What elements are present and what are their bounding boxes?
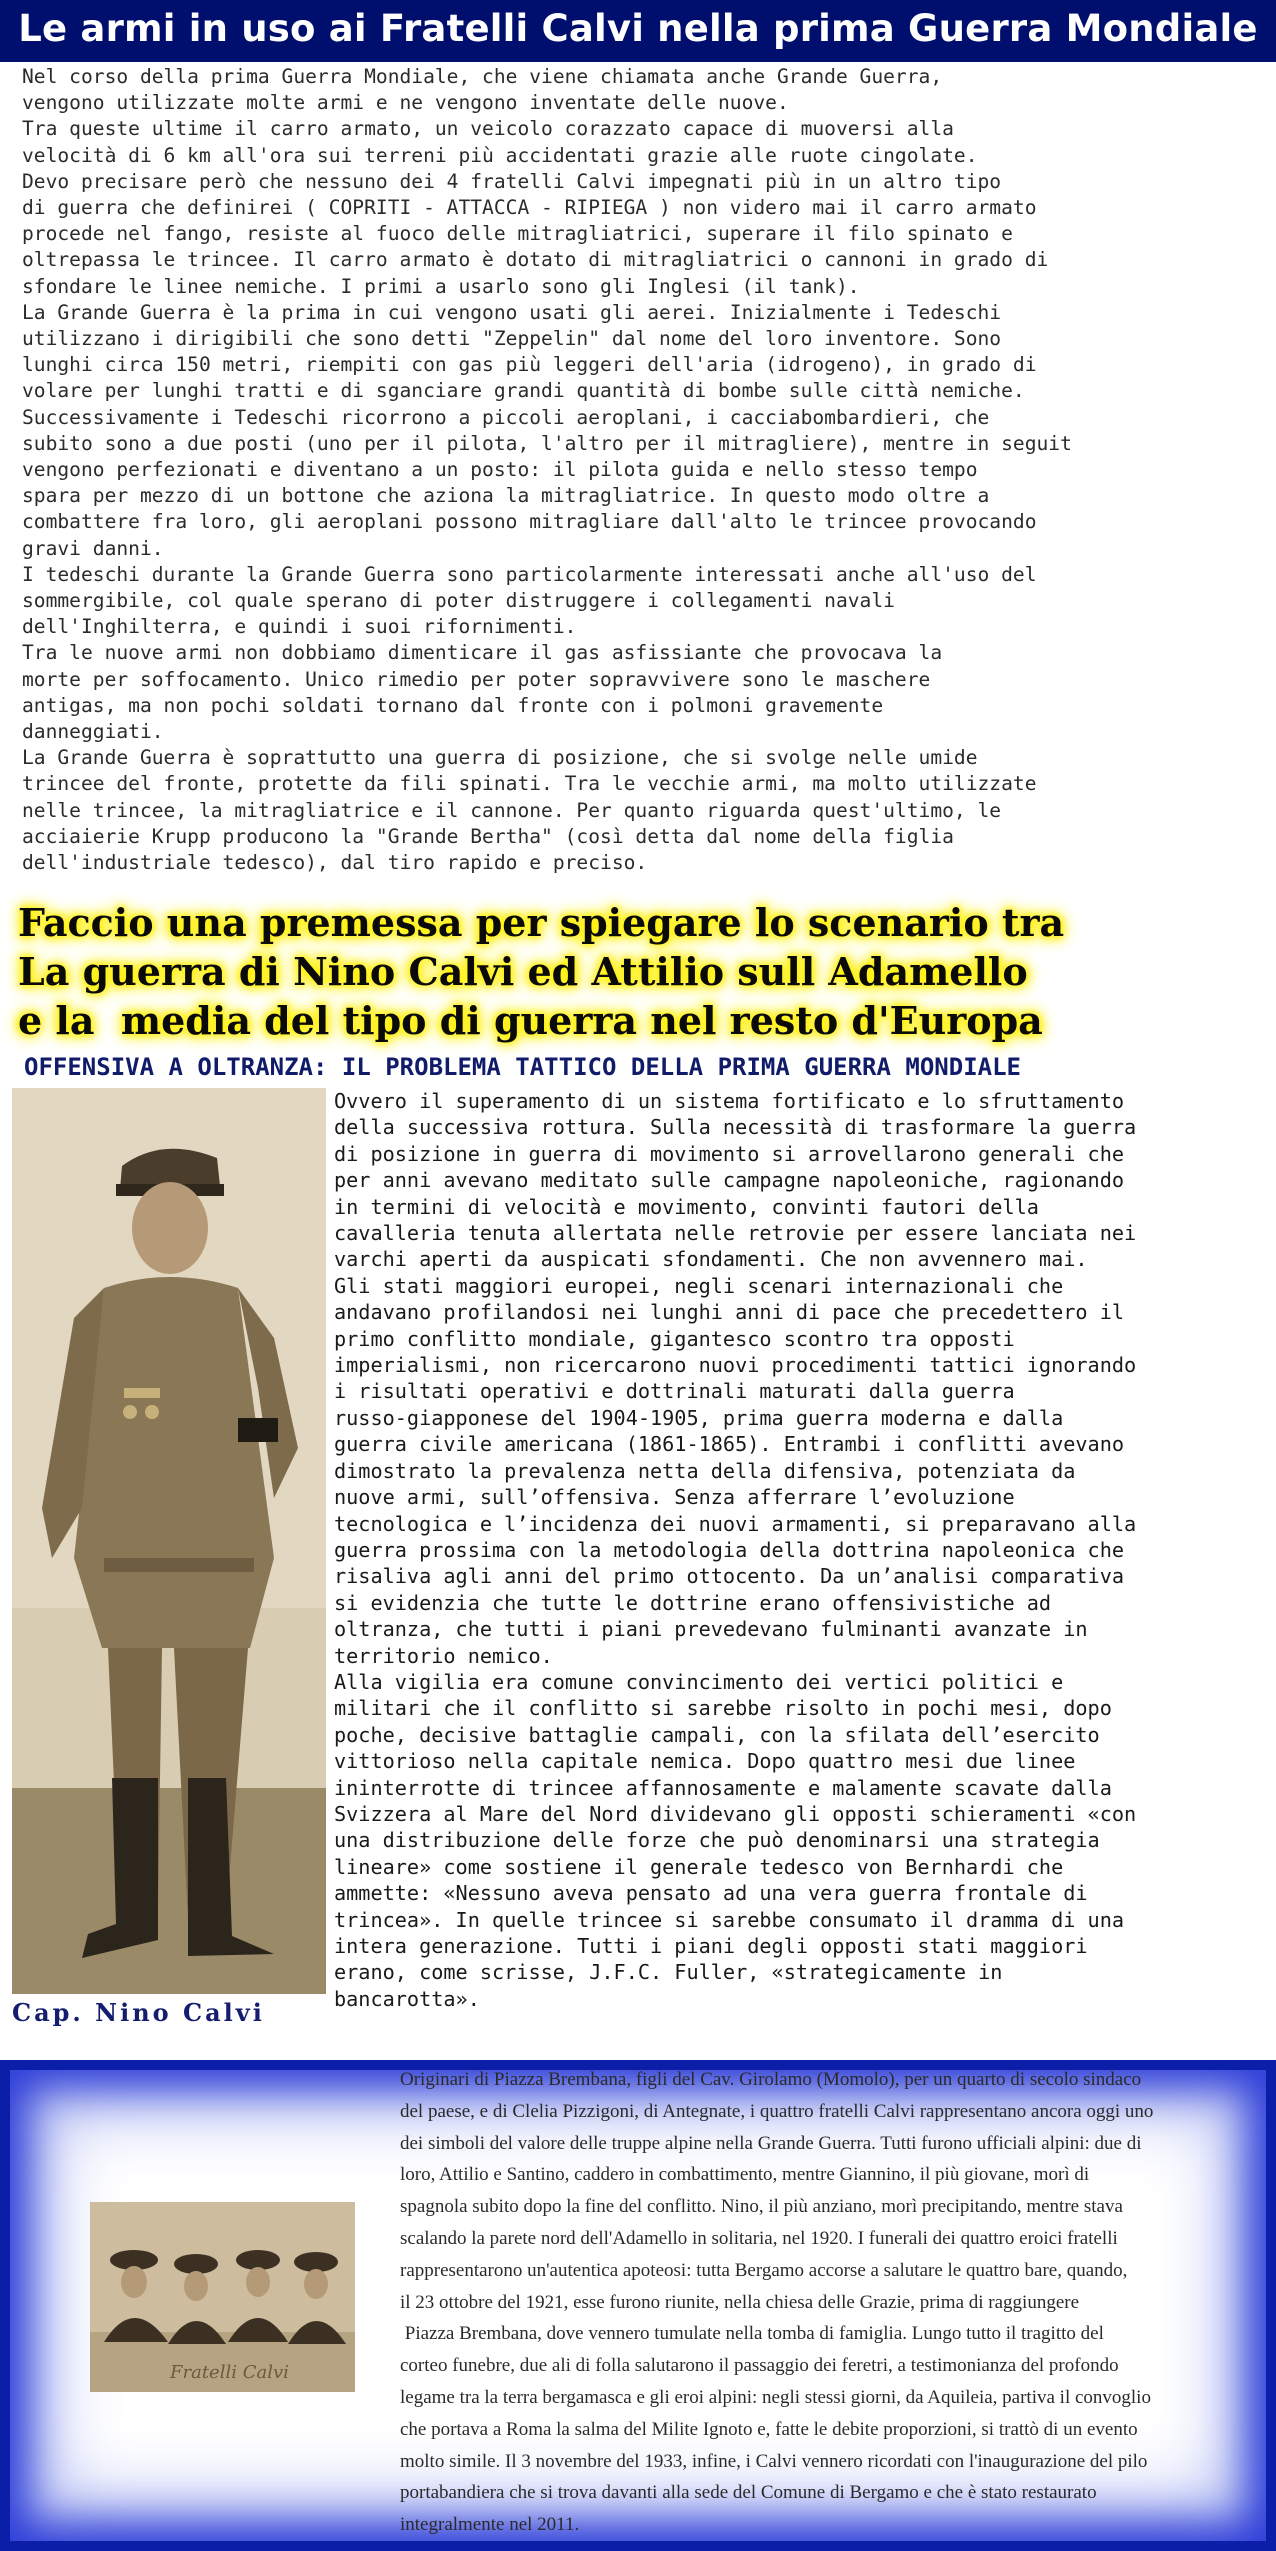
intro-line: vengono utilizzate molte armi e ne vengono inventate delle nuove. xyxy=(22,91,789,115)
intro-line: procede nel fango, resiste al fuoco delle mitragliatrici, superare il filo spinato e xyxy=(22,222,1013,246)
intro-line: acciaierie Krupp producono la "Grande Bertha" (così detta dal nome della figlia xyxy=(22,824,954,848)
article-line: della successiva rottura. Sulla necessità di trasformare la guerra xyxy=(334,1115,1137,1140)
panel-line: integralmente nel 2011. xyxy=(400,2514,580,2536)
intro-line: oltrepassa le trincee. Il carro armato è dotato di mitragliatrici o cannoni in grado di xyxy=(22,248,1049,272)
intro-line: Nel corso della prima Guerra Mondiale, che viene chiamata anche Grande Guerra, xyxy=(22,65,943,88)
panel-line: portabandiera che si trova davanti alla sede del Comune di Bergamo e che è stato restaurato xyxy=(400,2482,1097,2504)
intro-line: Devo precisare però che nessuno dei 4 fratelli Calvi impegnati più in un altro tipo xyxy=(22,169,1002,193)
article-line: di posizione in guerra di movimento si arrovellarono generali che xyxy=(334,1141,1125,1166)
panel-line: rappresentarono un'autentica apoteosi: tutta Bergamo accorse a salutare le quattro bare, quando, xyxy=(400,2259,1128,2281)
article-line: Alla vigilia era comune convincimento dei vertici politici e xyxy=(334,1669,1064,1694)
intro-line: Tra queste ultime il carro armato, un veicolo corazzato capace di muoversi alla xyxy=(22,117,954,141)
panel-line: che portava a Roma la salma del Milite Ignoto e, fatte le debite proporzioni, si trattò di un evento xyxy=(400,2418,1138,2440)
article-line: si evidenzia che tutte le dottrine erano offensivistiche ad xyxy=(334,1590,1052,1615)
intro-line: Tra le nuove armi non dobbiamo dimenticare il gas asfissiante che provocava la xyxy=(22,641,943,665)
panel-line: legame tra la terra bergamasca e gli eroi alpini: negli stessi giorni, da Aquileia, partiva il convoglio xyxy=(400,2386,1151,2408)
article-line: militari che il conflitto si sarebbe risolto in pochi mesi, dopo xyxy=(334,1696,1112,1721)
article-line: tecnologica e l’incidenza dei nuovi armamenti, si preparavano alla xyxy=(334,1511,1137,1536)
page-title: Le armi in uso ai Fratelli Calvi nella prima Guerra Mondiale xyxy=(18,7,1258,50)
intro-text xyxy=(22,64,1276,876)
article-line: Gli stati maggiori europei, negli scenari internazionali che xyxy=(334,1273,1064,1298)
group-photo-caption: Fratelli Calvi xyxy=(170,2362,289,2383)
panel-line: del paese, e di Clelia Pizzigoni, di Antegnate, i quattro fratelli Calvi rappresentano ancora oggi uno xyxy=(400,2100,1154,2122)
article-line: bancarotta». xyxy=(334,1986,480,2011)
intro-line: velocità di 6 km all'ora sui terreni più accidentati grazie alle ruote cingolate. xyxy=(22,143,978,167)
intro-line: trincee del fronte, protette da fili spinati. Tra le vecchie armi, ma molto utilizzate xyxy=(22,772,1037,796)
article-line: ammette: «Nessuno aveva pensato ad una vera guerra frontale di xyxy=(334,1881,1088,1906)
article-line: dimostrato la prevalenza netta della difensiva, potenziata da xyxy=(334,1458,1076,1483)
intro-line: utilizzano i dirigibili che sono detti "Zeppelin" dal nome del loro inventore. Sono xyxy=(22,327,1002,351)
article-line: i risultati operativi e dottrinali maturati dalla guerra xyxy=(334,1379,1015,1404)
section-subheading: OFFENSIVA A OLTRANZA: IL PROBLEMA TATTICO DELLA PRIMA GUERRA MONDIALE xyxy=(24,1053,1021,1081)
intro-line: di guerra che definirei ( COPRITI - ATTACCA - RIPIEGA ) non videro mai il carro armato xyxy=(22,196,1037,220)
article-line: oltranza, che tutti i piani prevedevano fulminanti avanzate in xyxy=(334,1617,1088,1642)
panel-line: Originari di Piazza Brembana, figli del Cav. Girolamo (Momolo), per un quarto di secolo sindaco xyxy=(400,2069,1142,2090)
premise-line: Faccio una premessa per spiegare lo scenario tra xyxy=(18,900,1065,945)
article-line: poche, decisive battaglie campali, con la sfilata dell’esercito xyxy=(334,1722,1100,1747)
group-portrait-image xyxy=(90,2202,355,2392)
panel-line: molto simile. Il 3 novembre del 1933, infine, i Calvi vennero ricordati con l'inaugurazione del pilo xyxy=(400,2450,1148,2472)
premise-heading xyxy=(18,898,1268,1045)
panel-line: dei simboli del valore delle truppe alpine nella Grande Guerra. Tutti furono ufficiali alpini: due di xyxy=(400,2132,1142,2154)
calvi-brothers-text xyxy=(400,2064,1230,2541)
article-line: risaliva agli anni del primo ottocento. Da un’analisi comparativa xyxy=(334,1564,1125,1589)
intro-line: spara per mezzo di un bottone che aziona la mitragliatrice. In questo modo oltre a xyxy=(22,484,990,508)
article-line: lineare» come sostiene il generale tedesco von Bernhardi che xyxy=(334,1854,1064,1879)
nino-calvi-portrait xyxy=(12,1088,326,1994)
intro-line: lunghi circa 150 metri, riempiti con gas più leggeri dell'aria (idrogeno), in grado di xyxy=(22,353,1037,377)
article-line: nuove armi, sull’offensiva. Senza afferrare l’evoluzione xyxy=(334,1485,1015,1510)
premise-line: La guerra di Nino Calvi ed Attilio sull Adamello xyxy=(18,949,1028,994)
intro-line: I tedeschi durante la Grande Guerra sono particolarmente interessati anche all'uso del xyxy=(22,562,1037,586)
intro-line: antigas, ma non pochi soldati tornano dal fronte con i polmoni gravemente xyxy=(22,693,884,717)
intro-line: La Grande Guerra è soprattutto una guerra di posizione, che si svolge nelle umide xyxy=(22,746,978,770)
calvi-brothers-photo xyxy=(90,2202,355,2392)
intro-line: volare per lunghi tratti e di sganciare grandi quantità di bombe sulle città nemiche. xyxy=(22,379,1025,403)
soldier-portrait-image xyxy=(12,1088,326,1994)
article-line: vittorioso nella capitale nemica. Dopo quattro mesi due linee xyxy=(334,1749,1076,1774)
panel-line: spagnola subito dopo la fine del conflitto. Nino, il più anziano, morì precipitando, mentre stava xyxy=(400,2196,1123,2218)
intro-line: sommergibile, col quale sperano di poter distruggere i collegamenti navali xyxy=(22,589,895,613)
panel-line: Piazza Brembana, dove vennero tumulate nella tomba di famiglia. Lungo tutto il tragitto del xyxy=(400,2323,1104,2345)
intro-line: La Grande Guerra è la prima in cui vengono usati gli aerei. Inizialmente i Tedeschi xyxy=(22,300,1002,324)
article-line: primo conflitto mondiale, gigantesco scontro tra opposti xyxy=(334,1326,1015,1351)
article-line: guerra prossima con la metodologia della dottrina napoleonica che xyxy=(334,1537,1125,1562)
article-line: in termini di velocità e movimento, convinti fautori della xyxy=(334,1194,1039,1219)
panel-line: scalando la parete nord dell'Adamello in solitaria, nel 1920. I funerali dei quattro eroici fratelli xyxy=(400,2227,1118,2249)
intro-line: danneggiati. xyxy=(22,720,164,744)
page-title-banner xyxy=(0,0,1276,62)
intro-line: combattere fra loro, gli aeroplani possono mitragliare dall'alto le trincee provocando xyxy=(22,510,1037,534)
premise-line: e la media del tipo di guerra nel resto d'Europa xyxy=(18,998,1043,1043)
intro-line: vengono perfezionati e diventano a un posto: il pilota guida e nello stesso tempo xyxy=(22,458,978,482)
intro-line: morte per soffocamento. Unico rimedio per poter sopravvivere sono le maschere xyxy=(22,667,931,691)
intro-line: subito sono a due posti (uno per il pilota, l'altro per il mitragliere), mentre in seguit xyxy=(22,431,1072,455)
panel-line: corteo funebre, due ali di folla salutarono il passaggio dei feretri, a testimonianza del profondo xyxy=(400,2355,1119,2377)
article-line: territorio nemico. xyxy=(334,1643,553,1668)
article-line: russo-giapponese del 1904-1905, prima guerra moderna e dalla xyxy=(334,1405,1064,1430)
article-line: Ovvero il superamento di un sistema fortificato e lo sfruttamento xyxy=(334,1089,1125,1113)
panel-line: il 23 ottobre del 1921, esse furono riunite, nella chiesa delle Grazie, prima di raggiungere xyxy=(400,2291,1080,2313)
article-line: trincea». In quelle trincee si sarebbe consumato il dramma di una xyxy=(334,1907,1125,1932)
portrait-caption: Cap. Nino Calvi xyxy=(12,1998,265,2027)
article-line: erano, come scrisse, J.F.C. Fuller, «strategicamente in xyxy=(334,1960,1003,1985)
article-line: una distribuzione delle forze che può denominarsi una strategia xyxy=(334,1828,1100,1853)
intro-line: dell'Inghilterra, e quindi i suoi rifornimenti. xyxy=(22,615,577,639)
article-line: cavalleria tenuta allertata nelle retrovie per essere lanciata nei xyxy=(334,1221,1137,1246)
offensive-article-text xyxy=(334,1088,1274,2012)
panel-line: loro, Attilio e Santino, caddero in combattimento, mentre Giannino, il più giovane, morì di xyxy=(400,2164,1090,2186)
article-line: intera generazione. Tutti i piani degli opposti stati maggiori xyxy=(334,1934,1088,1958)
intro-line: gravi danni. xyxy=(22,536,164,560)
article-line: ininterrotte di trincee affannosamente e malamente scavate dalla xyxy=(334,1775,1112,1800)
intro-line: Successivamente i Tedeschi ricorrono a piccoli aeroplani, i cacciabombardieri, che xyxy=(22,405,990,429)
intro-line: sfondare le linee nemiche. I primi a usarlo sono gli Inglesi (il tank). xyxy=(22,274,860,298)
article-line: andavano profilandosi nei lunghi anni di pace che precedettero il xyxy=(334,1300,1125,1325)
intro-line: dell'industriale tedesco), dal tiro rapido e preciso. xyxy=(22,851,648,875)
intro-line: nelle trincee, la mitragliatrice e il cannone. Per quanto riguarda quest'ultimo, le xyxy=(22,798,1002,822)
article-line: Svizzera al Mare del Nord dividevano gli opposti schieramenti «con xyxy=(334,1801,1137,1826)
article-line: imperialismi, non ricercarono nuovi procedimenti tattici ignorando xyxy=(334,1353,1137,1378)
article-line: per anni avevano meditato sulle campagne napoleoniche, ragionando xyxy=(334,1168,1125,1193)
article-line: varchi aperti da auspicati sfondamenti. Che non avvennero mai. xyxy=(334,1247,1088,1272)
article-line: guerra civile americana (1861-1865). Entrambi i conflitti avevano xyxy=(334,1432,1125,1457)
